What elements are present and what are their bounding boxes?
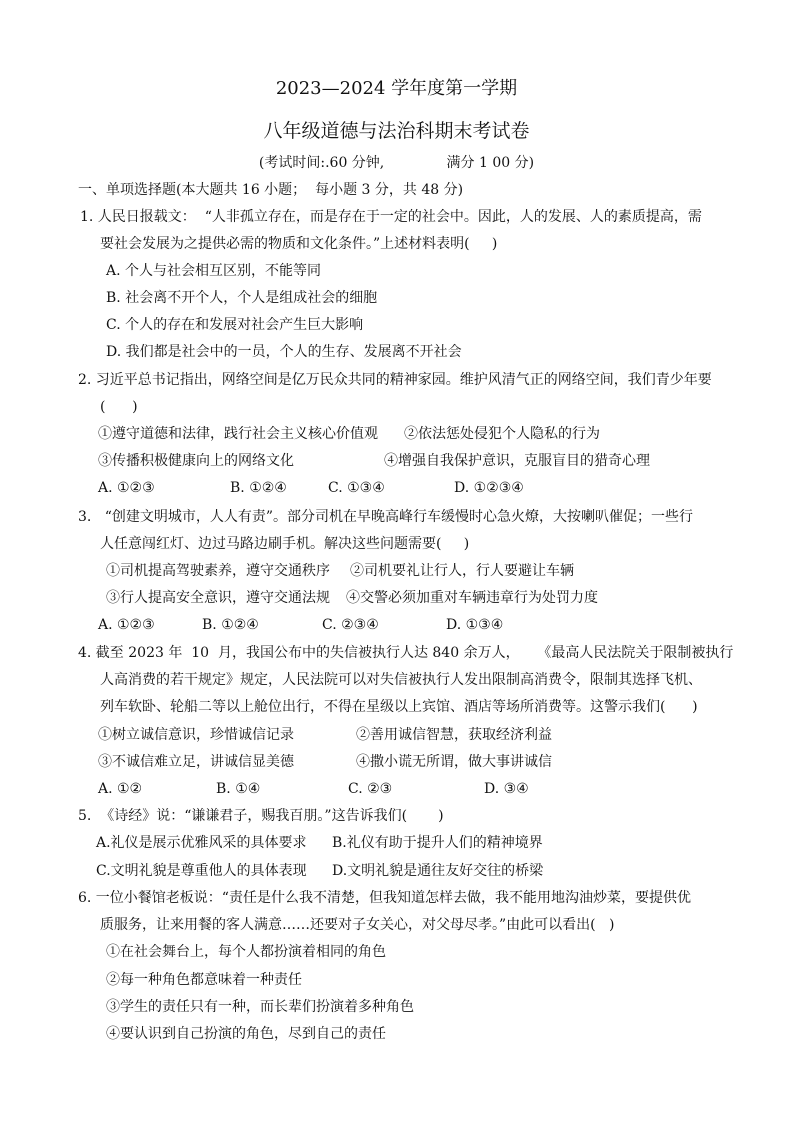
option-a: A. ①② [98, 781, 143, 797]
statement-3: ③传播积极健康向上的网络文化 [98, 453, 294, 469]
statement-2: ②司机要礼让行人，行人要避让车辆 [350, 563, 574, 579]
question-stem: 质服务，让来用餐的客人满意……还要对子女关心，对父母尽孝。”由此可以看出( ) [100, 917, 615, 933]
statement-1: ①在社会舞台上，每个人都扮演着相同的角色 [106, 944, 386, 960]
option-d: D. ①③④ [446, 617, 504, 633]
option-c: C.文明礼貌是尊重他人的具体表现 [96, 863, 307, 879]
question-stem: 5. 《诗经》说：“谦谦君子，赐我百朋。”这告诉我们( ) [78, 808, 444, 824]
option-c: C. 个人的存在和发展对社会产生巨大影响 [106, 317, 364, 333]
question-stem: 2. 习近平总书记指出，网络空间是亿万民众共同的精神家园。维护风清气正的网络空间，我们青少年要 [78, 372, 712, 388]
option-a: A.礼仪是展示优雅风采的具体要求 [96, 835, 307, 851]
question-stem: 3. “创建文明城市，人人有责”。部分司机在早晚高峰行车缓慢时心急火燎，大按喇叭催促；一些行 [78, 509, 694, 525]
question-stem: 人高消费的若干规定》规定，人民法院可以对失信被执行人发出限制高消费令，限制其选择飞机、 [100, 672, 702, 688]
option-b: B. ①④ [216, 781, 261, 797]
option-a: A. ①②③ [98, 617, 155, 633]
statement-4: ④要认识到自己扮演的角色，尽到自己的责任 [106, 1026, 386, 1042]
option-a: A. ①②③ [98, 480, 155, 496]
statement-1: ①遵守道德和法律，践行社会主义核心价值观 [98, 426, 378, 442]
option-b: B. 社会离不开个人，个人是组成社会的细胞 [106, 290, 378, 306]
question-stem: ( ) [100, 399, 138, 415]
question-stem: 1. 人民日报载文： “人非孤立存在，而是存在于一定的社会中。因此，人的发展、人的素质提高，需 [80, 209, 702, 225]
option-d: D. ③④ [484, 781, 529, 797]
statement-3: ③学生的责任只有一种，而长辈们扮演着多种角色 [106, 999, 414, 1015]
statement-3: ③不诚信难立足，讲诚信显美德 [98, 754, 294, 770]
option-d: D. ①②③④ [454, 480, 524, 496]
option-b: B. ①②④ [230, 480, 287, 496]
statement-4: ④交警必须加重对车辆违章行为处罚力度 [346, 590, 598, 606]
question-stem: 要社会发展为之提供必需的物质和文化条件。”上述材料表明( ) [100, 236, 498, 252]
option-b: B. ①②④ [202, 617, 259, 633]
question-stem: 列车软卧、轮船二等以上舱位出行，不得在星级以上宾馆、酒店等场所消费等。这警示我们( ) [100, 699, 698, 715]
question-stem: 6. 一位小餐馆老板说：“责任是什么我不清楚，但我知道怎样去做，我不能用地沟油炒菜，要提供优 [78, 890, 691, 906]
statement-4: ④增强自我保护意识，克服盲目的猎奇心理 [384, 453, 650, 469]
question-stem: 4. 截至 2023 年 10 月，我国公布中的失信被执行人达 840 余万人， 《最高人民法院关于限制被执行 [78, 645, 734, 661]
exam-subject-title: 八年级道德与法治科期末考试卷 [263, 120, 530, 142]
question-stem: 人任意闯红灯、边过马路边刷手机。解决这些问题需要( ) [100, 536, 470, 552]
statement-3: ③行人提高安全意识，遵守交通法规 [106, 590, 330, 606]
section-heading-single-choice: 一、单项选择题(本大题共 16 小题； 每小题 3 分，共 48 分) [78, 182, 464, 198]
option-a: A. 个人与社会相互区别，不能等同 [106, 263, 322, 279]
option-d: D.文明礼貌是通往友好交往的桥梁 [332, 863, 544, 879]
statement-2: ②每一种角色都意味着一种责任 [106, 972, 302, 988]
exam-term-title: 2023—2024 学年度第一学期 [275, 78, 518, 99]
statement-2: ②依法惩处侵犯个人隐私的行为 [404, 426, 600, 442]
exam-time-score-info: (考试时间:.60 分钟, 满分 1 00 分) [258, 155, 535, 171]
statement-2: ②善用诚信智慧，获取经济利益 [356, 727, 552, 743]
option-c: C. ②③ [348, 781, 393, 797]
option-c: C. ②③④ [322, 617, 379, 633]
statement-4: ④撒小谎无所谓，做大事讲诚信 [356, 754, 552, 770]
option-b: B.礼仪有助于提升人们的精神境界 [332, 835, 543, 851]
option-c: C. ①③④ [328, 480, 385, 496]
option-d: D. 我们都是社会中的一员，个人的生存、发展离不开社会 [106, 344, 462, 360]
statement-1: ①司机提高驾驶素养，遵守交通秩序 [106, 563, 330, 579]
statement-1: ①树立诚信意识，珍惜诚信记录 [98, 727, 294, 743]
